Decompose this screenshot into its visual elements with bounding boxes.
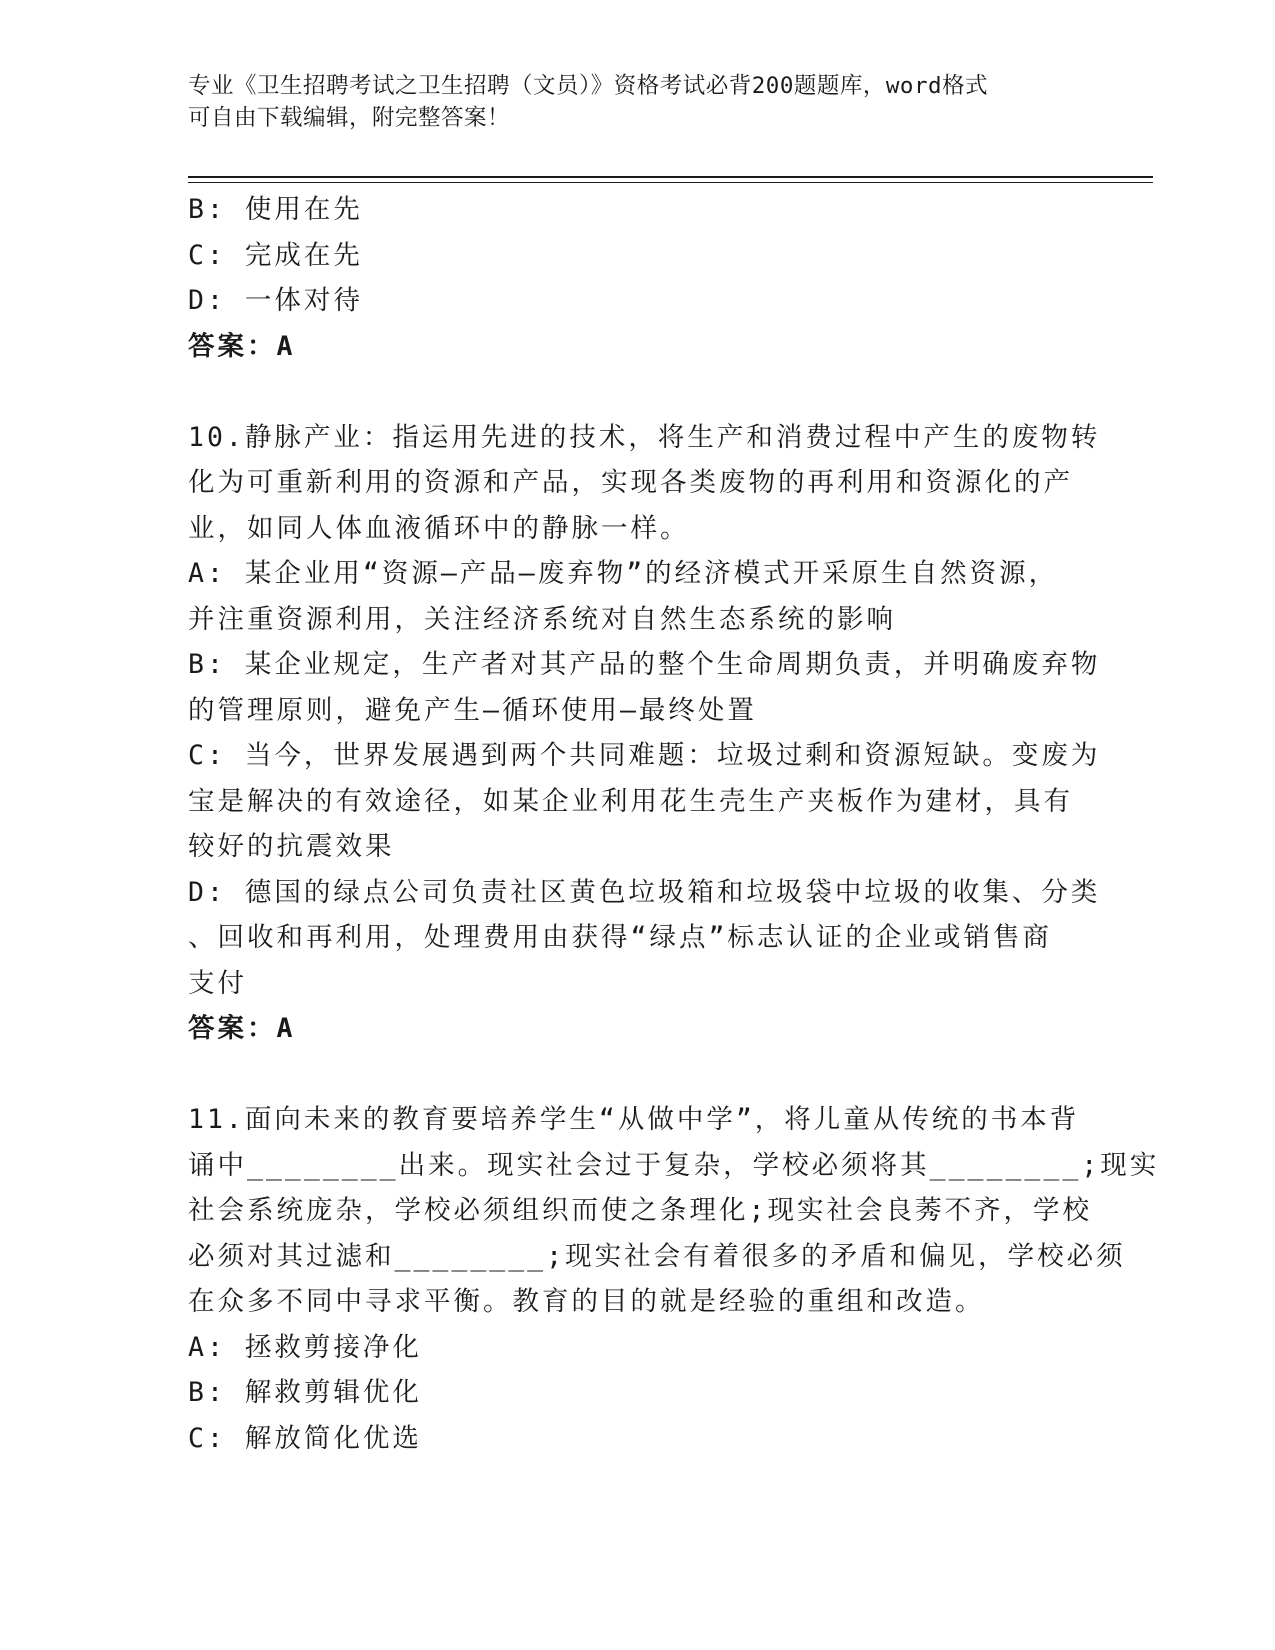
option-c-line: 宝是解决的有效途径，如某企业利用花生壳生产夹板作为建材，具有 bbox=[188, 785, 1073, 817]
header-rule-thin bbox=[188, 182, 1153, 183]
header-line-2: 可自由下载编辑，附完整答案！ bbox=[188, 105, 511, 131]
question-stem-line: 社会系统庞杂，学校必须组织而使之条理化;现实社会良莠不齐，学校 bbox=[188, 1195, 1092, 1226]
option-c: C: 解放简化优选 bbox=[188, 1422, 422, 1454]
option-a: A: 拯救剪接净化 bbox=[188, 1331, 422, 1363]
option-a-line: 并注重资源利用，关注经济系统对自然生态系统的影响 bbox=[188, 603, 896, 635]
spacer bbox=[188, 1052, 1068, 1098]
option-c: C: 完成在先 bbox=[188, 239, 363, 271]
question-stem-line: 在众多不同中寻求平衡。教育的目的就是经验的重组和改造。 bbox=[188, 1286, 985, 1317]
question-11 bbox=[188, 1097, 1160, 1461]
option-b: B: 解救剪辑优化 bbox=[188, 1377, 422, 1408]
option-a-line: A: 某企业用“资源—产品—废弃物”的经济模式开采原生自然资源， bbox=[188, 558, 1059, 589]
header-rule-thick bbox=[188, 176, 1153, 178]
question-stem-line: 业，如同人体血液循环中的静脉一样。 bbox=[188, 512, 690, 544]
question-stem-line: 10.静脉产业：指运用先进的技术，将生产和消费过程中产生的废物转 bbox=[188, 421, 1101, 453]
option-b-line: 的管理原则，避免产生—循环使用—最终处置 bbox=[188, 694, 757, 726]
question-stem-line: 11.面向未来的教育要培养学生“从做中学”，将儿童从传统的书本背 bbox=[188, 1104, 1080, 1135]
question-9-tail bbox=[188, 187, 1068, 369]
option-d-line: 、回收和再利用，处理费用由获得“绿点”标志认证的企业或销售商 bbox=[188, 922, 1052, 953]
question-stem-line: 化为可重新利用的资源和产品，实现各类废物的再利用和资源化的产 bbox=[188, 467, 1073, 498]
option-d-line: 支付 bbox=[188, 967, 247, 999]
option-b-line: B: 某企业规定，生产者对其产品的整个生命周期负责，并明确废弃物 bbox=[188, 649, 1101, 680]
answer: 答案：A bbox=[188, 1013, 296, 1044]
document-body bbox=[188, 187, 1160, 1461]
answer: 答案：A bbox=[188, 330, 296, 362]
option-c-line: C: 当今，世界发展遇到两个共同难题：垃圾过剩和资源短缺。变废为 bbox=[188, 740, 1101, 771]
option-c-line: 较好的抗震效果 bbox=[188, 831, 395, 862]
option-d-line: D: 德国的绿点公司负责社区黄色垃圾箱和垃圾袋中垃圾的收集、分类 bbox=[188, 876, 1101, 908]
question-10 bbox=[188, 415, 1101, 1052]
option-d: D: 一体对待 bbox=[188, 285, 363, 316]
option-b: B: 使用在先 bbox=[188, 194, 363, 225]
spacer bbox=[188, 369, 1068, 415]
question-stem-line: 必须对其过滤和________;现实社会有着很多的矛盾和偏见，学校必须 bbox=[188, 1240, 1126, 1272]
header-line-1: 专业《卫生招聘考试之卫生招聘（文员）》资格考试必背200题题库，word格式 bbox=[188, 73, 989, 99]
question-stem-line: 诵中________出来。现实社会过于复杂，学校必须将其________;现实 bbox=[188, 1149, 1160, 1181]
document-header bbox=[188, 70, 1068, 134]
